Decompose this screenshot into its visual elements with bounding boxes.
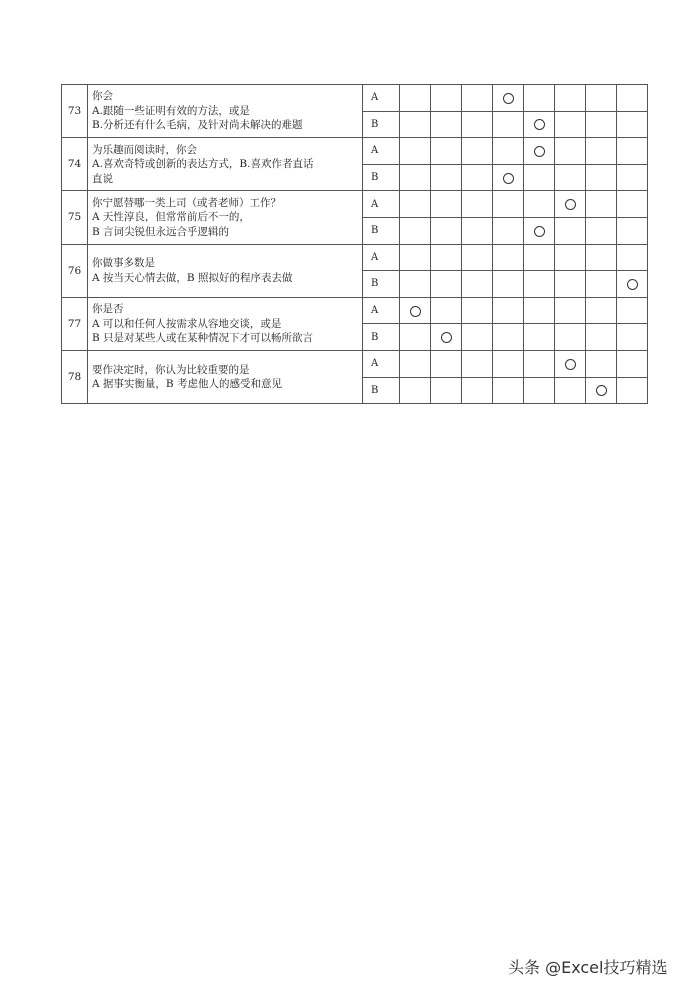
- question-line: 你做事多数是: [92, 257, 155, 270]
- option-label: B: [363, 377, 400, 404]
- answer-cell[interactable]: [462, 297, 493, 324]
- question-line: 为乐趣而阅读时，你会: [92, 143, 197, 156]
- answer-cell[interactable]: [586, 350, 617, 377]
- answer-cell[interactable]: [617, 111, 648, 138]
- answer-cell[interactable]: [493, 85, 524, 112]
- answer-cell[interactable]: [617, 191, 648, 218]
- answer-cell[interactable]: [555, 191, 586, 218]
- answer-row: [62, 85, 648, 112]
- question-number: 76: [62, 244, 88, 297]
- selected-circle-mark: [503, 173, 514, 184]
- answer-cell[interactable]: [462, 164, 493, 191]
- answer-cell[interactable]: [400, 271, 431, 298]
- answer-cell[interactable]: [524, 297, 555, 324]
- answer-cell[interactable]: [400, 191, 431, 218]
- answer-cell[interactable]: [586, 297, 617, 324]
- answer-cell[interactable]: [524, 244, 555, 271]
- answer-cell[interactable]: [524, 271, 555, 298]
- question-text: [88, 191, 363, 244]
- answer-cell[interactable]: [462, 85, 493, 112]
- answer-cell[interactable]: [617, 297, 648, 324]
- answer-cell[interactable]: [462, 350, 493, 377]
- answer-cell[interactable]: [493, 297, 524, 324]
- answer-cell[interactable]: [555, 244, 586, 271]
- selected-circle-mark: [565, 199, 576, 210]
- answer-cell[interactable]: [617, 164, 648, 191]
- answer-cell[interactable]: [586, 191, 617, 218]
- answer-cell[interactable]: [617, 138, 648, 165]
- selected-circle-mark: [596, 385, 607, 396]
- answer-cell[interactable]: [493, 377, 524, 404]
- answer-cell[interactable]: [555, 164, 586, 191]
- answer-cell[interactable]: [431, 271, 462, 298]
- answer-cell[interactable]: [555, 111, 586, 138]
- question-number: 75: [62, 191, 88, 244]
- selected-circle-mark: [410, 306, 421, 317]
- option-label: A: [363, 244, 400, 271]
- answer-cell[interactable]: [617, 350, 648, 377]
- option-label: B: [363, 217, 400, 244]
- option-label: A: [363, 85, 400, 112]
- watermark-text: 头条 @Excel技巧精选: [508, 958, 668, 977]
- answer-cell[interactable]: [617, 244, 648, 271]
- question-text: [88, 244, 363, 297]
- answer-cell[interactable]: [617, 217, 648, 244]
- answer-cell[interactable]: [586, 244, 617, 271]
- answer-cell[interactable]: [431, 377, 462, 404]
- answer-cell[interactable]: [400, 377, 431, 404]
- answer-cell[interactable]: [493, 350, 524, 377]
- answer-row: [62, 297, 648, 324]
- answer-cell[interactable]: [400, 85, 431, 112]
- answer-cell[interactable]: [462, 217, 493, 244]
- question-text: [88, 297, 363, 350]
- answer-cell[interactable]: [555, 350, 586, 377]
- question-line: A 据事实衡量，B 考虑他人的感受和意见: [92, 378, 282, 391]
- answer-cell[interactable]: [493, 191, 524, 218]
- answer-cell[interactable]: [524, 85, 555, 112]
- question-line: 你是否: [92, 303, 124, 316]
- answer-cell[interactable]: [555, 271, 586, 298]
- question-line: 你会: [92, 90, 113, 103]
- answer-cell[interactable]: [400, 297, 431, 324]
- answer-cell[interactable]: [400, 350, 431, 377]
- answer-cell[interactable]: [462, 244, 493, 271]
- answer-cell[interactable]: [493, 324, 524, 351]
- answer-cell[interactable]: [493, 138, 524, 165]
- answer-cell[interactable]: [617, 377, 648, 404]
- answer-cell[interactable]: [462, 377, 493, 404]
- answer-cell[interactable]: [493, 244, 524, 271]
- answer-cell[interactable]: [555, 138, 586, 165]
- question-text: [88, 85, 363, 138]
- answer-cell[interactable]: [586, 164, 617, 191]
- question-number: 78: [62, 350, 88, 403]
- question-text: [88, 138, 363, 191]
- answer-cell[interactable]: [555, 324, 586, 351]
- answer-cell[interactable]: [493, 217, 524, 244]
- answer-cell[interactable]: [555, 297, 586, 324]
- answer-cell[interactable]: [586, 85, 617, 112]
- answer-cell[interactable]: [555, 217, 586, 244]
- answer-cell[interactable]: [586, 111, 617, 138]
- question-line: 要作决定时，你认为比较重要的是: [92, 363, 250, 376]
- answer-cell[interactable]: [431, 85, 462, 112]
- answer-cell[interactable]: [400, 244, 431, 271]
- answer-cell[interactable]: [524, 350, 555, 377]
- answer-cell[interactable]: [462, 111, 493, 138]
- answer-cell[interactable]: [586, 217, 617, 244]
- option-label: A: [363, 138, 400, 165]
- answer-cell[interactable]: [462, 191, 493, 218]
- answer-cell[interactable]: [493, 164, 524, 191]
- answer-cell[interactable]: [555, 377, 586, 404]
- option-label: B: [363, 164, 400, 191]
- answer-row: [62, 244, 648, 271]
- answer-row: [62, 350, 648, 377]
- answer-cell[interactable]: [586, 271, 617, 298]
- question-number: 77: [62, 297, 88, 350]
- questionnaire-table: [61, 84, 648, 404]
- question-line: A 按当天心情去做，B 照拟好的程序表去做: [92, 271, 293, 284]
- option-label: B: [363, 271, 400, 298]
- question-line: B 只是对某些人或在某种情况下才可以畅所欲言: [92, 332, 314, 345]
- answer-cell[interactable]: [617, 324, 648, 351]
- option-label: A: [363, 191, 400, 218]
- answer-cell[interactable]: [462, 271, 493, 298]
- question-line: A.喜欢奇特或创新的表达方式，B.喜欢作者直话: [92, 158, 314, 171]
- question-number: 73: [62, 85, 88, 138]
- selected-circle-mark: [565, 359, 576, 370]
- option-label: B: [363, 111, 400, 138]
- answer-row: [62, 191, 648, 218]
- answer-cell[interactable]: [431, 244, 462, 271]
- question-text: [88, 350, 363, 403]
- option-label: A: [363, 297, 400, 324]
- answer-cell[interactable]: [586, 138, 617, 165]
- answer-cell[interactable]: [431, 324, 462, 351]
- selected-circle-mark: [503, 93, 514, 104]
- selected-circle-mark: [627, 279, 638, 290]
- question-line: 直说: [92, 172, 113, 185]
- answer-cell[interactable]: [493, 271, 524, 298]
- answer-cell[interactable]: [524, 111, 555, 138]
- answer-row: [62, 138, 648, 165]
- answer-cell[interactable]: [400, 138, 431, 165]
- option-label: B: [363, 324, 400, 351]
- answer-cell[interactable]: [524, 191, 555, 218]
- selected-circle-mark: [534, 119, 545, 130]
- answer-cell[interactable]: [524, 138, 555, 165]
- answer-cell[interactable]: [431, 350, 462, 377]
- answer-cell[interactable]: [431, 217, 462, 244]
- answer-cell[interactable]: [400, 324, 431, 351]
- question-line: A 天性淳良，但常常前后不一的，: [92, 211, 250, 224]
- answer-cell[interactable]: [555, 85, 586, 112]
- answer-cell[interactable]: [524, 324, 555, 351]
- question-line: 你宁愿替哪一类上司（或者老师）工作？: [92, 196, 281, 209]
- answer-cell[interactable]: [524, 164, 555, 191]
- option-label: A: [363, 350, 400, 377]
- answer-cell[interactable]: [400, 111, 431, 138]
- answer-cell[interactable]: [431, 138, 462, 165]
- question-line: A 可以和任何人按需求从容地交谈，或是: [92, 317, 282, 330]
- answer-cell[interactable]: [462, 138, 493, 165]
- answer-cell[interactable]: [586, 324, 617, 351]
- answer-cell[interactable]: [462, 324, 493, 351]
- answer-cell[interactable]: [524, 217, 555, 244]
- answer-cell[interactable]: [431, 191, 462, 218]
- answer-cell[interactable]: [617, 85, 648, 112]
- selected-circle-mark: [534, 146, 545, 157]
- selected-circle-mark: [441, 332, 452, 343]
- question-line: B.分析还有什么毛病，及针对尚未解决的难题: [92, 119, 303, 132]
- answer-cell[interactable]: [431, 164, 462, 191]
- answer-cell[interactable]: [493, 111, 524, 138]
- answer-cell[interactable]: [431, 297, 462, 324]
- selected-circle-mark: [534, 226, 545, 237]
- question-line: B 言词尖锐但永远合乎逻辑的: [92, 225, 230, 238]
- answer-cell[interactable]: [524, 377, 555, 404]
- question-line: A.跟随一些证明有效的方法，或是: [92, 104, 250, 117]
- question-number: 74: [62, 138, 88, 191]
- answer-cell[interactable]: [400, 217, 431, 244]
- answer-cell[interactable]: [431, 111, 462, 138]
- answer-cell[interactable]: [400, 164, 431, 191]
- answer-cell[interactable]: [586, 377, 617, 404]
- answer-cell[interactable]: [617, 271, 648, 298]
